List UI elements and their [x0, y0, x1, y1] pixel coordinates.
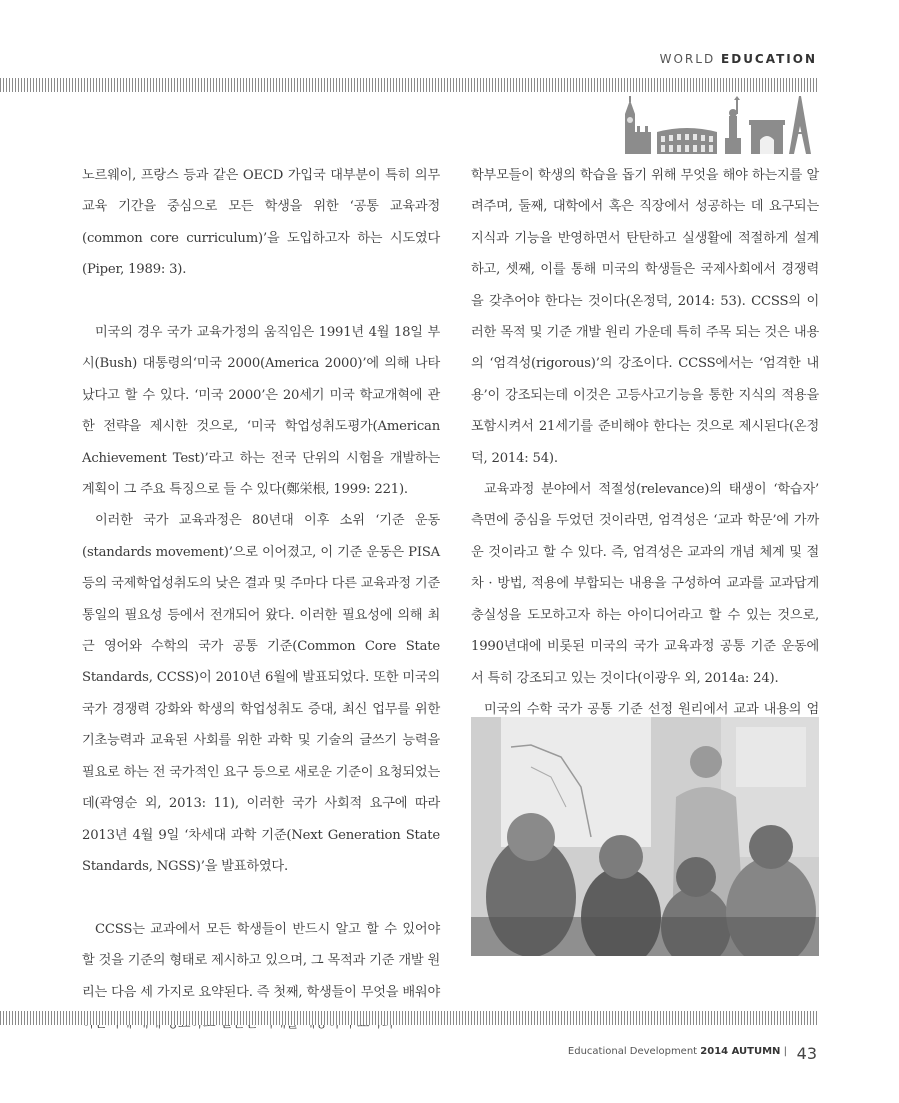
section-header — [660, 52, 817, 66]
right-paragraph-2: 교육과정 분야에서 적절성(relevance)의 태생이 ‘학습자’ 측면에 중심을 두었던 것이라면, 엄격성은 ‘교과 학문’에 가까운 것이라고 할 수 있다. 즉, 엄격성은 교과의 개념 체계 및 절차 · 방법, 적용에 부합되는 내용을 구성하여 교과를 교과답게 충실성을 도모하고자 하는 아이디어라고 할 수 있는 것으로, 1990년대에 비롯된 미국의 국가 교육과정 공통 기준 운동에서 특히 강조되고 있는 것이다(이광우 외, 2014a: 24). — [471, 482, 819, 686]
left-paragraph-4: CCSS는 교과에서 모든 학생들이 반드시 알고 할 수 있어야 할 것을 기준의 형태로 제시하고 있으며, 그 목적과 기준 개발 원리는 다음 세 가지로 요약된다. 즉 첫째, 학생들이 무엇을 배워야 — [82, 921, 440, 1000]
bottom-striped-rule — [0, 1011, 818, 1025]
top-striped-rule — [0, 78, 818, 92]
left-text-column — [82, 160, 440, 1039]
page-number: 43 — [796, 1044, 817, 1063]
footer-separator: | — [783, 1046, 787, 1057]
classroom-photo-illustration — [471, 717, 819, 956]
left-paragraph-3: 이러한 국가 교육과정은 80년대 이후 소위 ‘기준 운동(standards movement)’으로 이어졌고, 이 기준 운동은 PISA 등의 국제학업성취도의 낮은 결과 및 주마다 다른 교육과정 기준 통일의 필요성 등에서 전개되어 왔다. 이러한 필요성에 의해 최근 영어와 수학의 국가 공통 기준(Common Core State Standards, CCSS)이 2010년 6월에 발표되었다. 또한 미국의 국가 경쟁력 강화와 학생의 학업성취도 증대, 최신 업무를 위한 기초능력과 교육된 사회를 위한 과학 및 기술의 글쓰기 능력을 필요로 하는 전 국가적인 요구 등으로 새로운 기준이 요청되었는데(곽영순 외, 2013: 11), 이러한 국가 사회적 요구에 따라 2013년 4월 9일 ‘차세대 과학 기준(Next Generation State Standards, NGSS)’을 발표하였다. — [82, 513, 440, 874]
right-paragraph-3: 미국의 수학 국가 공통 기준 선정 원리에서 교과 내용의 엄 — [484, 701, 819, 717]
footer-magazine: Educational Development — [567, 1046, 698, 1057]
right-paragraph-1: 학부모들이 학생의 학습을 돕기 위해 무엇을 해야 하는지를 알려주며, 둘째, 대학에서 혹은 직장에서 성공하는 데 요구되는 지식과 기능을 반영하면서 탄탄하고 실생활에 적절하게 설계하고, 셋째, 이를 통해 미국의 학생들은 국제사회에서 경쟁력을 갖추어야 한다는 것이다(온정덕, 2014: 53). CCSS의 이러한 목적 및 기준 개발 원리 가운데 특히 주목 되는 것은 내용의 ‘엄격성(rigorous)’의 강조이다. CCSS에서는 ‘엄격한 내용’이 강조되는데 이것은 고등사고기능을 통한 지식의 적용을 포함시켜서 21세기를 준비해야 한다는 것으로 제시된다(온정덕, 2014: 54). — [471, 168, 819, 466]
left-paragraph-1: 노르웨이, 프랑스 등과 같은 OECD 가입국 대부분이 특히 의무교육 기간을 중심으로 모든 학생을 위한 ‘공통 교육과정(common core curriculum)’을 도입하고자 하는 시도였다(Piper, 1989: 3). — [82, 168, 440, 278]
header-brand-bold: EDUCATION — [721, 52, 817, 66]
header-brand-light: WORLD — [659, 52, 716, 66]
left-paragraph-2: 미국의 경우 국가 교육가정의 움직임은 1991년 4월 18일 부시(Bush) 대통령의‘미국 2000(America 2000)’에 의해 나타났다고 할 수 있다. ‘미국 2000’은 20세기 미국 학교개혁에 관한 전략을 제시한 것으로, ‘미국 학업성취도평가(American Achievement Test)’라고 하는 전국 단위의 시험을 개발하는 계획이 그 주요 특징으로 들 수 있다(鄭栄根, 1999: 221). — [82, 325, 440, 498]
footer-issue: 2014 AUTUMN — [700, 1046, 781, 1057]
right-text-column — [471, 160, 819, 788]
world-landmarks-illustration — [617, 96, 817, 154]
footer-issue-info — [568, 1046, 787, 1057]
classroom-photo — [471, 717, 819, 956]
